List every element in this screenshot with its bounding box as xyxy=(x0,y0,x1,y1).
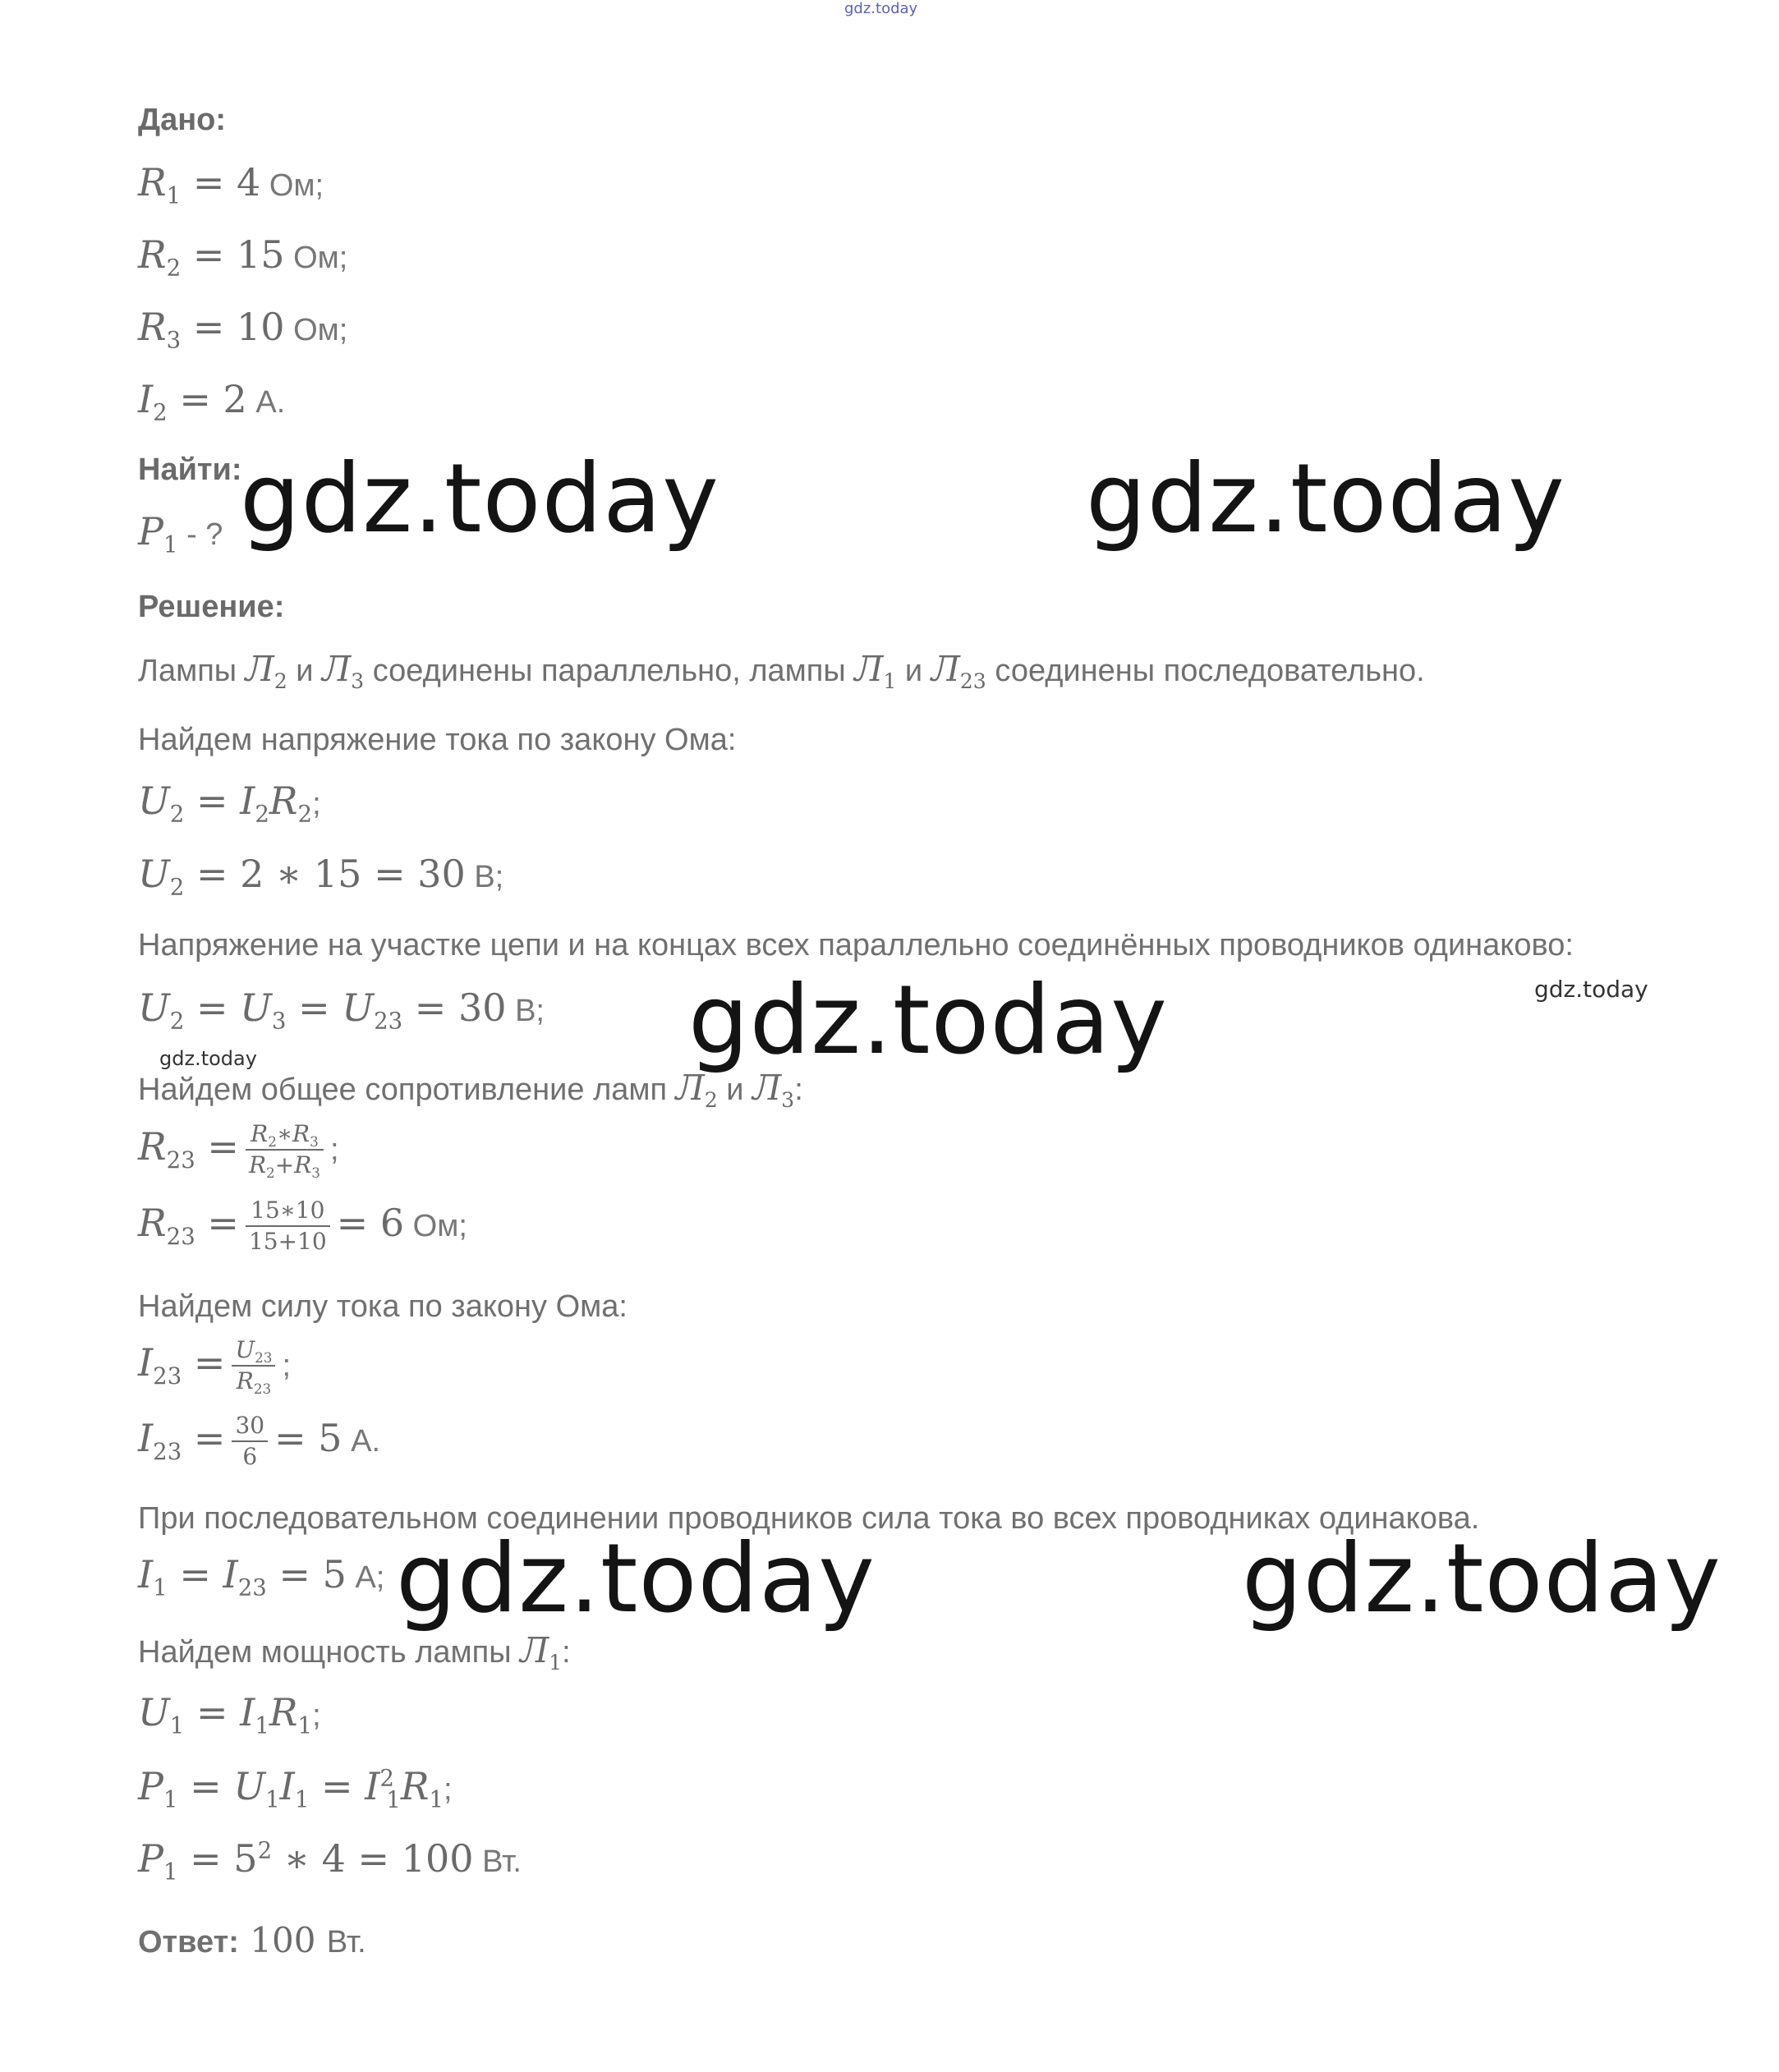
watermark: gdz.today xyxy=(396,1523,876,1634)
watermark: gdz.today xyxy=(688,965,1168,1076)
given-header: Дано: xyxy=(138,103,227,137)
find-p1: $P_1$ - ? xyxy=(138,509,223,558)
find-power-text: Найдем мощность лампы $Л_1$: xyxy=(138,1630,571,1675)
calc-p1: $P_1 = 5^2$ ∗ 4 = 100 Вт. xyxy=(138,1836,522,1886)
parallel-voltage-text: Напряжение на участке цепи и на концах всех параллельно соединённых проводников одинаково: xyxy=(138,928,1574,962)
calc-u2: $U_2 = 2$ ∗ 15 = 30 В; xyxy=(138,852,504,901)
answer-line: Ответ: 100 Вт. xyxy=(138,1920,366,1960)
formula-p1: $P_1 = U_1I_1 = I^2_1R_1$; xyxy=(138,1764,453,1813)
calc-u23: $U_2 = U_3 = U_{23} = 30$ В; xyxy=(138,985,545,1035)
solution-header: Решение: xyxy=(138,590,285,624)
calc-i23: $I_{23}$ = $\frac{30}{6}$ = 5 А. xyxy=(138,1412,381,1471)
find-current-text: Найдем силу тока по закону Ома: xyxy=(138,1289,627,1324)
find-voltage-text: Найдем напряжение тока по закону Ома: xyxy=(138,723,737,757)
calc-i1: $I_1 = I_{23} = 5$ А; xyxy=(138,1552,385,1601)
calc-r23: $R_{23}$ = $\frac{15∗10}{15+10}$ = 6 Ом; xyxy=(138,1197,467,1256)
lamps-connection-text: Лампы $Л_2$ и $Л_3$ соединены параллельно, лампы $Л_1$ и $Л_{23}$ соединены последовательно. xyxy=(138,649,1425,693)
find-header: Найти: xyxy=(138,453,242,487)
find-resistance-text: Найдем общее сопротивление ламп $Л_2$ и $Л_3$: xyxy=(138,1068,803,1112)
watermark-small: gdz.today xyxy=(1534,976,1648,1003)
watermark-small: gdz.today xyxy=(159,1047,257,1070)
watermark: gdz.today xyxy=(1242,1523,1722,1634)
given-r1: $R_1 = 4$ Ом; xyxy=(138,160,324,209)
watermark: gdz.today xyxy=(240,443,719,554)
watermark: gdz.today xyxy=(1086,443,1565,554)
formula-u2: $U_2 = I_2R_2$; xyxy=(138,779,321,828)
given-r2: $R_2 = 15$ Ом; xyxy=(138,232,348,282)
given-i2: $I_2 = 2$ А. xyxy=(138,377,286,426)
formula-u1: $U_1 = I_1R_1$; xyxy=(138,1690,321,1739)
top-watermark: gdz.today xyxy=(844,0,918,17)
given-r3: $R_3 = 10$ Ом; xyxy=(138,305,348,354)
formula-i23: $I_{23}$ = $\frac{U_{23}}{R_{23}}$ ; xyxy=(138,1336,291,1398)
formula-r23: $R_{23}$ = $\frac{R_2∗R_3}{R_2+R_3}$ ; xyxy=(138,1120,339,1182)
series-current-text: При последовательном соединении проводников сила тока во всех проводниках одинакова. xyxy=(138,1501,1480,1536)
